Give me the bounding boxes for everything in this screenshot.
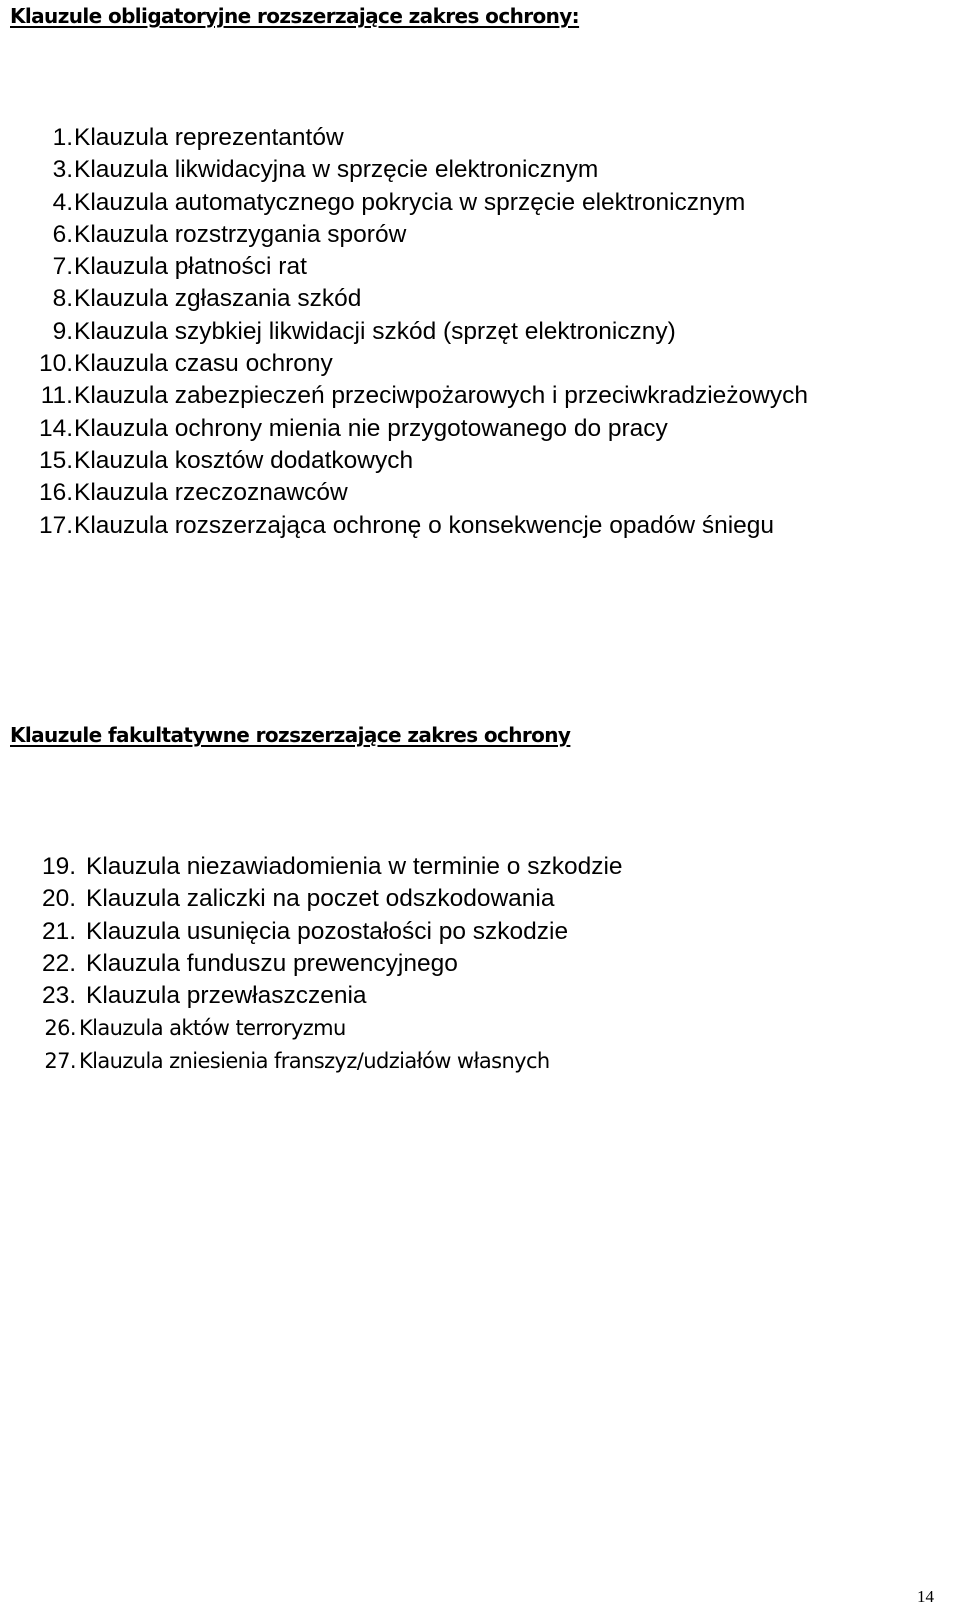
item-text: Klauzula płatności rat — [74, 253, 307, 281]
item-number: 7. — [52, 253, 73, 281]
item-number: 17. — [38, 511, 73, 539]
item-text: Klauzula automatycznego pokrycia w sprzęcie elektronicznym — [74, 188, 746, 216]
item-text: Klauzula kosztów dodatkowych — [74, 446, 414, 474]
item-number: 3. — [52, 156, 73, 184]
item-text: Klauzula funduszu prewencyjnego — [86, 949, 458, 977]
item-number: 6. — [52, 220, 73, 248]
item-number: 14. — [38, 414, 73, 442]
item-number: 9. — [52, 317, 73, 345]
item-number: 26. — [44, 1016, 76, 1041]
item-number: 10. — [38, 350, 73, 378]
item-number: 22. — [41, 949, 76, 977]
item-text: Klauzula przewłaszczenia — [86, 982, 367, 1010]
item-number: 15. — [38, 446, 73, 474]
item-text: Klauzula aktów terroryzmu — [79, 1016, 346, 1041]
item-text: Klauzula zaliczki na poczet odszkodowania — [86, 885, 555, 913]
item-text: Klauzula ochrony mienia nie przygotowanego do pracy — [74, 414, 668, 442]
item-text: Klauzula reprezentantów — [74, 124, 344, 151]
item-text: Klauzula rozstrzygania sporów — [74, 220, 407, 248]
item-text: Klauzula rzeczoznawców — [74, 479, 348, 507]
item-number: 4. — [52, 188, 73, 216]
item-number: 19. — [41, 853, 76, 880]
item-text: Klauzula likwidacyjna w sprzęcie elektronicznym — [74, 156, 599, 184]
section-heading-obligatory: Klauzule obligatoryjne rozszerzające zakres ochrony: — [10, 4, 580, 28]
item-number: 11. — [40, 382, 73, 410]
item-text: Klauzula zniesienia franszyz/udziałów własnych — [79, 1048, 550, 1073]
item-number: 27. — [44, 1048, 76, 1073]
item-text: Klauzula rozszerzająca ochronę o konsekwencje opadów śniegu — [74, 511, 775, 539]
item-text: Klauzula niezawiadomienia w terminie o szkodzie — [86, 853, 623, 880]
item-number: 8. — [52, 285, 73, 313]
item-text: Klauzula czasu ochrony — [74, 350, 333, 378]
item-number: 23. — [41, 982, 76, 1010]
item-number: 21. — [41, 917, 76, 945]
item-number: 20. — [41, 885, 76, 913]
item-number: 1. — [52, 124, 73, 151]
item-number: 16. — [38, 479, 73, 507]
item-text: Klauzula zabezpieczeń przeciwpożarowych i przeciwkradzieżowych — [74, 382, 808, 410]
item-text: Klauzula szybkiej likwidacji szkód (sprzęt elektroniczny) — [74, 317, 676, 345]
page-number: 14 — [917, 1587, 934, 1606]
item-text: Klauzula zgłaszania szkód — [74, 285, 362, 313]
item-text: Klauzula usunięcia pozostałości po szkodzie — [86, 917, 569, 945]
section-heading-optional: Klauzule fakultatywne rozszerzające zakres ochrony — [10, 723, 571, 747]
